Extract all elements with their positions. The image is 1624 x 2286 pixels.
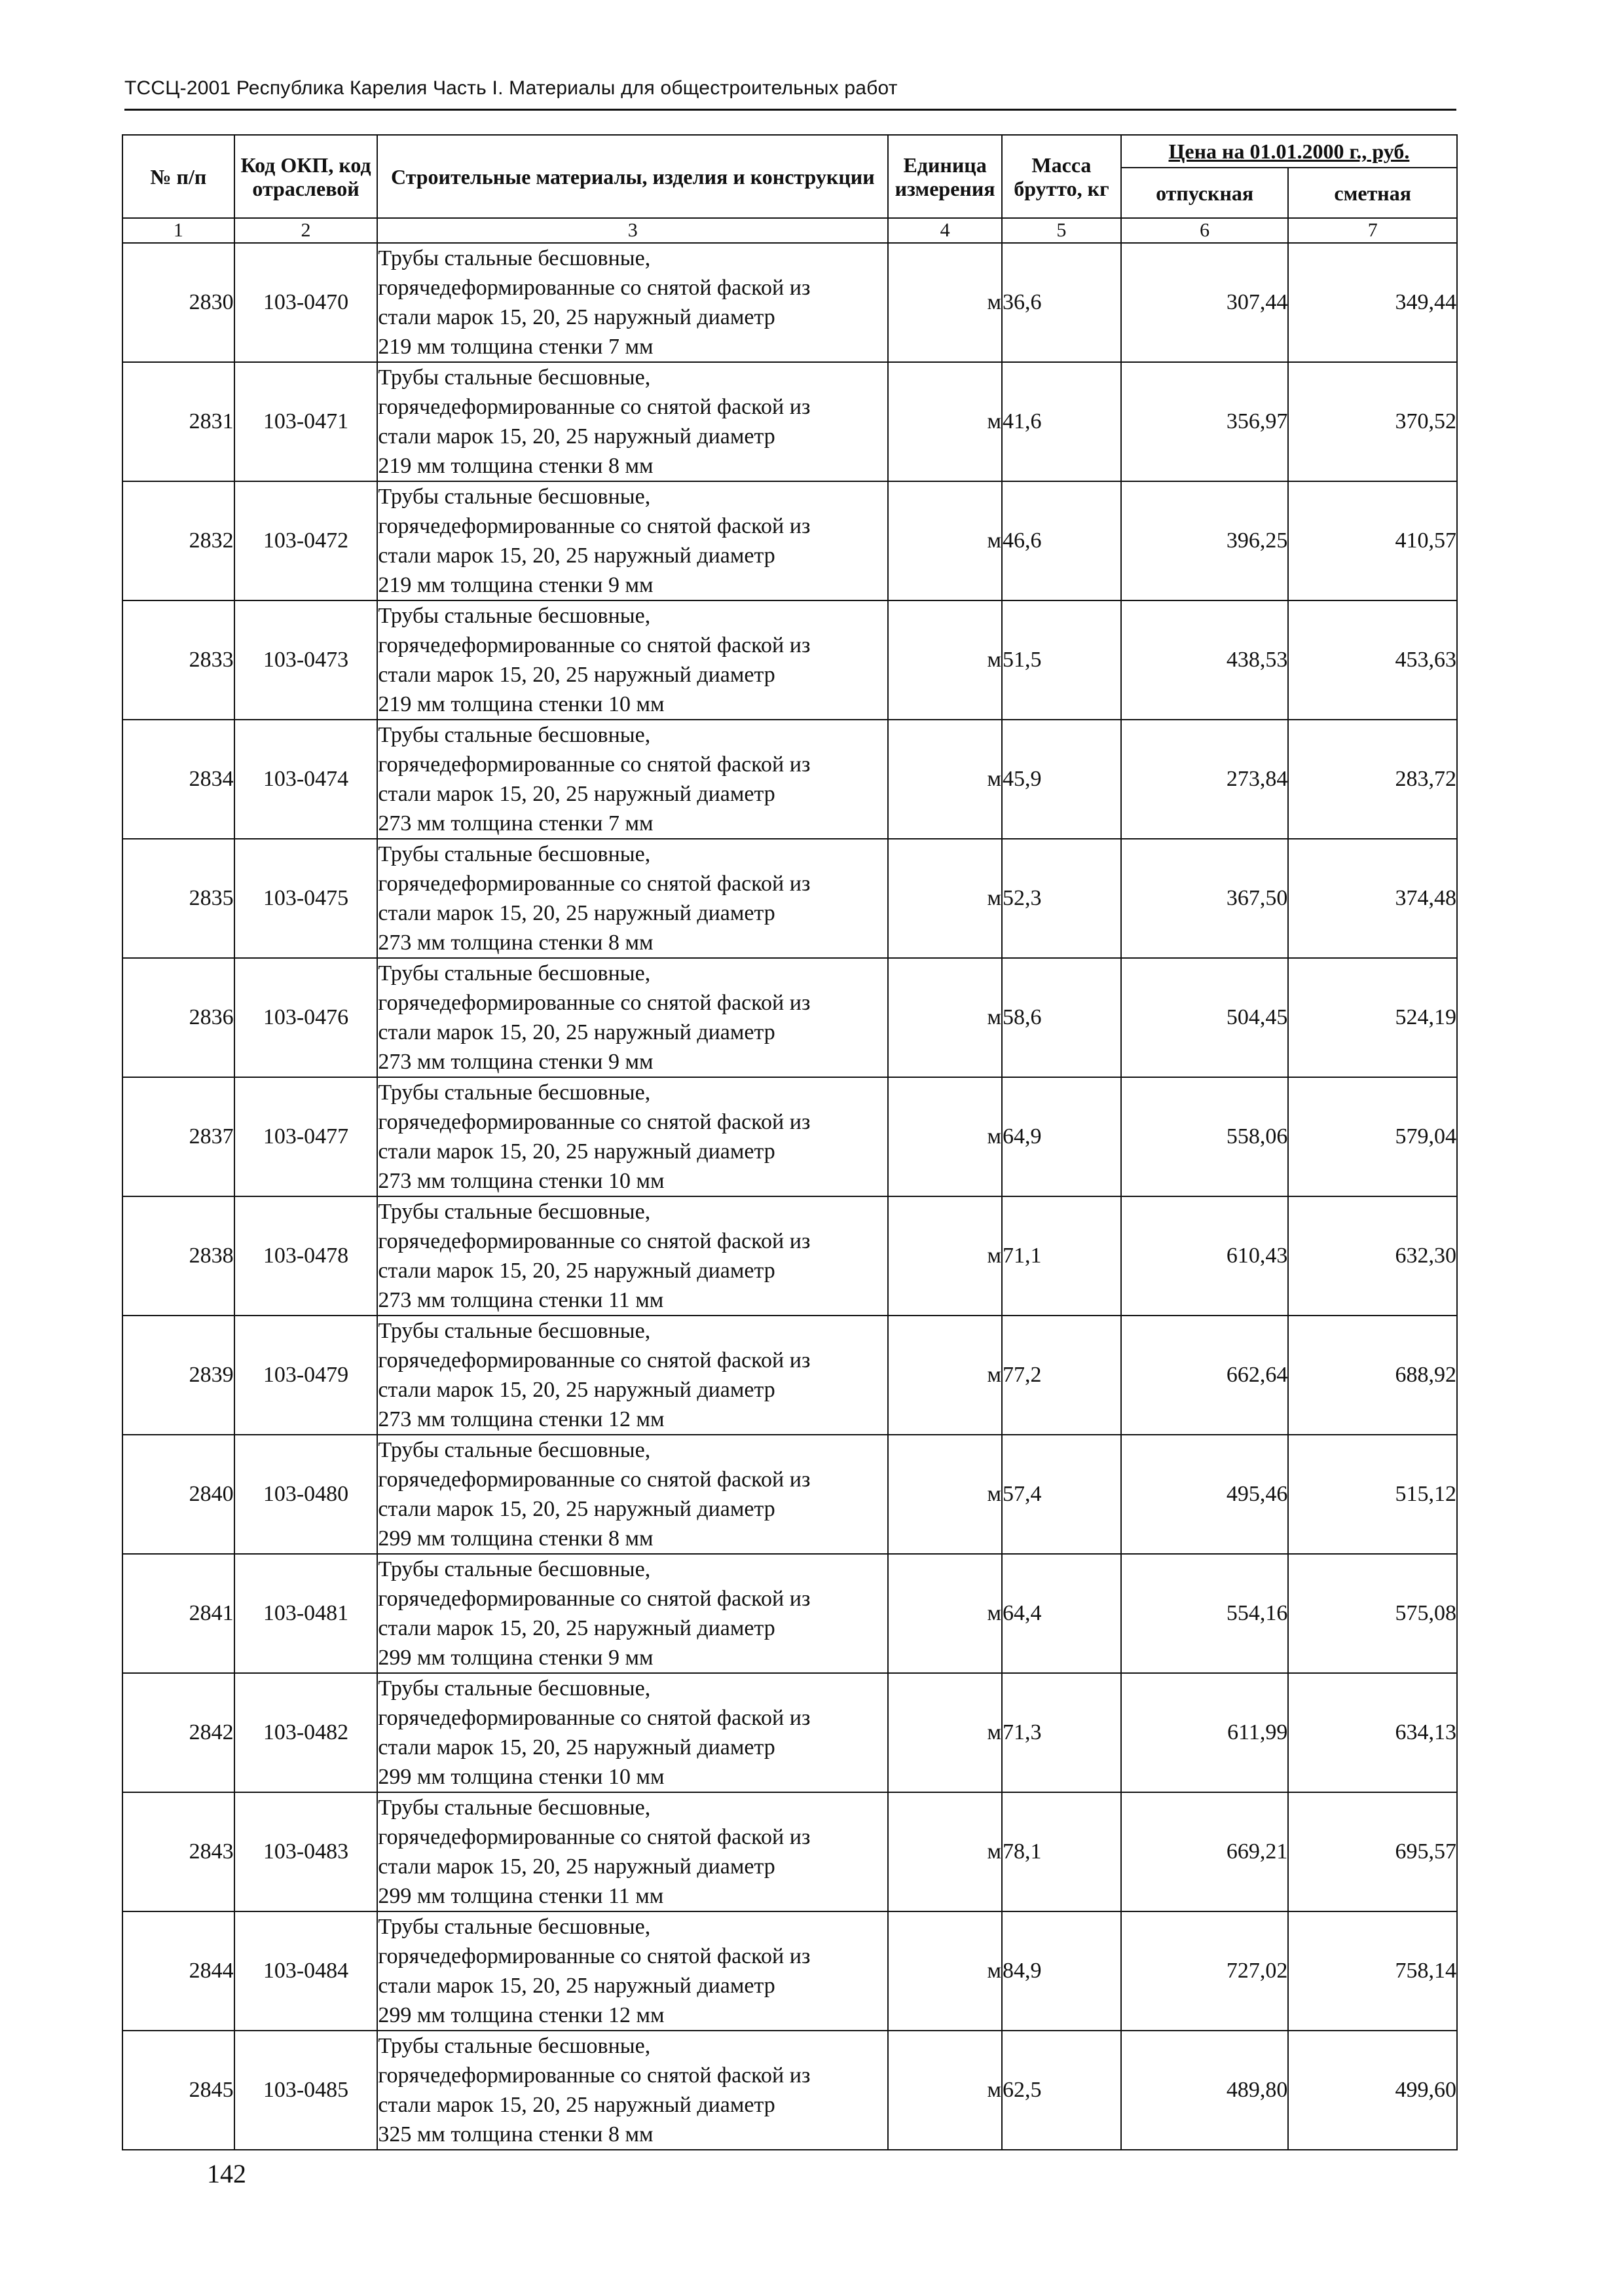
row-number: 2845 xyxy=(122,2031,234,2150)
table-row xyxy=(122,600,1457,720)
row-mass: 77,2 xyxy=(1002,1316,1121,1435)
description-line: Трубы стальные бесшовные, xyxy=(378,365,651,390)
row-price-release: 307,44 xyxy=(1121,243,1289,362)
row-price-estimate: 632,30 xyxy=(1288,1196,1457,1316)
row-number: 2844 xyxy=(122,1911,234,2031)
row-price-release: 367,50 xyxy=(1121,839,1289,958)
description-line: горячедеформированные со снятой фаской из xyxy=(378,752,811,777)
row-okp-code: 103-0471 xyxy=(234,362,378,481)
price-table xyxy=(122,134,1458,2150)
row-material-description xyxy=(377,958,888,1077)
row-price-estimate: 634,13 xyxy=(1288,1673,1457,1792)
description-line: 299 мм толщина стенки 11 мм xyxy=(378,1884,664,1908)
description-line: 273 мм толщина стенки 11 мм xyxy=(378,1288,664,1312)
description-line: горячедеформированные со снятой фаской из xyxy=(378,991,811,1015)
row-mass: 57,4 xyxy=(1002,1435,1121,1554)
row-number: 2832 xyxy=(122,481,234,600)
col-index: 3 xyxy=(377,218,888,243)
description-line: стали марок 15, 20, 25 наружный диаметр xyxy=(378,1378,775,1402)
description-line: стали марок 15, 20, 25 наружный диаметр xyxy=(378,1020,775,1044)
row-number: 2837 xyxy=(122,1077,234,1196)
row-price-release: 495,46 xyxy=(1121,1435,1289,1554)
row-unit: м xyxy=(888,1077,1002,1196)
col-index: 1 xyxy=(122,218,234,243)
row-price-estimate: 579,04 xyxy=(1288,1077,1457,1196)
table-row xyxy=(122,958,1457,1077)
row-okp-code: 103-0474 xyxy=(234,720,378,839)
description-line: Трубы стальные бесшовные, xyxy=(378,1319,651,1343)
col-index: 6 xyxy=(1121,218,1289,243)
row-price-estimate: 499,60 xyxy=(1288,2031,1457,2150)
description-line: горячедеформированные со снятой фаской из xyxy=(378,514,811,538)
description-line: Трубы стальные бесшовные, xyxy=(378,1438,651,1462)
header-divider xyxy=(124,109,1456,111)
row-mass: 71,1 xyxy=(1002,1196,1121,1316)
row-mass: 36,6 xyxy=(1002,243,1121,362)
table-row xyxy=(122,243,1457,362)
row-okp-code: 103-0479 xyxy=(234,1316,378,1435)
row-mass: 64,9 xyxy=(1002,1077,1121,1196)
row-price-release: 489,80 xyxy=(1121,2031,1289,2150)
row-material-description xyxy=(377,1792,888,1911)
row-mass: 46,6 xyxy=(1002,481,1121,600)
col-header-price-group: Цена на 01.01.2000 г., руб. xyxy=(1121,135,1457,168)
row-price-release: 273,84 xyxy=(1121,720,1289,839)
table-row xyxy=(122,1673,1457,1792)
row-material-description xyxy=(377,2031,888,2150)
description-line: горячедеформированные со снятой фаской из xyxy=(378,872,811,896)
row-material-description xyxy=(377,243,888,362)
row-mass: 64,4 xyxy=(1002,1554,1121,1673)
description-line: стали марок 15, 20, 25 наружный диаметр xyxy=(378,1974,775,1998)
row-okp-code: 103-0484 xyxy=(234,1911,378,2031)
description-line: горячедеформированные со снятой фаской из xyxy=(378,1587,811,1611)
row-price-release: 669,21 xyxy=(1121,1792,1289,1911)
row-number: 2836 xyxy=(122,958,234,1077)
description-line: Трубы стальные бесшовные, xyxy=(378,723,651,747)
row-number: 2841 xyxy=(122,1554,234,1673)
table-row xyxy=(122,362,1457,481)
description-line: стали марок 15, 20, 25 наружный диаметр xyxy=(378,424,775,449)
row-price-release: 611,99 xyxy=(1121,1673,1289,1792)
description-line: 273 мм толщина стенки 10 мм xyxy=(378,1169,665,1193)
row-unit: м xyxy=(888,1673,1002,1792)
description-line: Трубы стальные бесшовные, xyxy=(378,246,651,270)
description-line: горячедеформированные со снятой фаской из xyxy=(378,1825,811,1849)
row-unit: м xyxy=(888,1435,1002,1554)
row-okp-code: 103-0470 xyxy=(234,243,378,362)
description-line: Трубы стальные бесшовные, xyxy=(378,1796,651,1820)
table-row xyxy=(122,2031,1457,2150)
description-line: 299 мм толщина стенки 10 мм xyxy=(378,1765,665,1789)
row-price-estimate: 524,19 xyxy=(1288,958,1457,1077)
col-header-material: Строительные материалы, изделия и конструкции xyxy=(377,135,888,218)
description-line: горячедеформированные со снятой фаской из xyxy=(378,1467,811,1492)
description-line: Трубы стальные бесшовные, xyxy=(378,1676,651,1701)
col-index: 2 xyxy=(234,218,378,243)
description-line: стали марок 15, 20, 25 наружный диаметр xyxy=(378,1735,775,1760)
description-line: 273 мм толщина стенки 7 мм xyxy=(378,811,654,836)
row-mass: 58,6 xyxy=(1002,958,1121,1077)
row-unit: м xyxy=(888,1196,1002,1316)
row-price-release: 504,45 xyxy=(1121,958,1289,1077)
description-line: стали марок 15, 20, 25 наружный диаметр xyxy=(378,544,775,568)
description-line: Трубы стальные бесшовные, xyxy=(378,1915,651,1939)
description-line: стали марок 15, 20, 25 наружный диаметр xyxy=(378,901,775,925)
row-price-release: 438,53 xyxy=(1121,600,1289,720)
row-okp-code: 103-0481 xyxy=(234,1554,378,1673)
row-unit: м xyxy=(888,2031,1002,2150)
description-line: Трубы стальные бесшовные, xyxy=(378,842,651,866)
row-okp-code: 103-0480 xyxy=(234,1435,378,1554)
col-header-price-estimate: сметная xyxy=(1288,168,1457,218)
description-line: 325 мм толщина стенки 8 мм xyxy=(378,2122,654,2147)
row-unit: м xyxy=(888,839,1002,958)
description-line: горячедеформированные со снятой фаской из xyxy=(378,1706,811,1730)
row-material-description xyxy=(377,600,888,720)
description-line: Трубы стальные бесшовные, xyxy=(378,1557,651,1581)
row-price-release: 727,02 xyxy=(1121,1911,1289,2031)
page-header-title: ТССЦ-2001 Республика Карелия Часть I. Материалы для общестроительных работ xyxy=(124,77,898,99)
description-line: Трубы стальные бесшовные, xyxy=(378,1080,651,1105)
table-row xyxy=(122,1316,1457,1435)
table-row xyxy=(122,1077,1457,1196)
table-row xyxy=(122,1792,1457,1911)
row-number: 2830 xyxy=(122,243,234,362)
col-header-num: № п/п xyxy=(122,135,234,218)
table-row xyxy=(122,720,1457,839)
row-price-release: 396,25 xyxy=(1121,481,1289,600)
row-unit: м xyxy=(888,958,1002,1077)
row-material-description xyxy=(377,362,888,481)
row-okp-code: 103-0477 xyxy=(234,1077,378,1196)
row-number: 2839 xyxy=(122,1316,234,1435)
row-unit: м xyxy=(888,1792,1002,1911)
row-mass: 45,9 xyxy=(1002,720,1121,839)
description-line: 273 мм толщина стенки 8 мм xyxy=(378,931,654,955)
description-line: 219 мм толщина стенки 7 мм xyxy=(378,335,654,359)
row-price-estimate: 575,08 xyxy=(1288,1554,1457,1673)
description-line: стали марок 15, 20, 25 наружный диаметр xyxy=(378,1259,775,1283)
row-material-description xyxy=(377,481,888,600)
table-row xyxy=(122,481,1457,600)
row-number: 2842 xyxy=(122,1673,234,1792)
row-material-description xyxy=(377,1196,888,1316)
row-price-estimate: 758,14 xyxy=(1288,1911,1457,2031)
row-price-estimate: 370,52 xyxy=(1288,362,1457,481)
col-header-mass: Масса брутто, кг xyxy=(1002,135,1121,218)
row-number: 2831 xyxy=(122,362,234,481)
description-line: стали марок 15, 20, 25 наружный диаметр xyxy=(378,1854,775,1879)
row-mass: 62,5 xyxy=(1002,2031,1121,2150)
description-line: горячедеформированные со снятой фаской из xyxy=(378,1348,811,1373)
row-price-estimate: 515,12 xyxy=(1288,1435,1457,1554)
row-material-description xyxy=(377,720,888,839)
row-unit: м xyxy=(888,720,1002,839)
table-row xyxy=(122,1196,1457,1316)
description-line: стали марок 15, 20, 25 наружный диаметр xyxy=(378,1616,775,1640)
col-header-unit: Единица измерения xyxy=(888,135,1002,218)
row-material-description xyxy=(377,839,888,958)
row-unit: м xyxy=(888,1911,1002,2031)
row-price-estimate: 453,63 xyxy=(1288,600,1457,720)
row-unit: м xyxy=(888,243,1002,362)
row-mass: 41,6 xyxy=(1002,362,1121,481)
row-number: 2843 xyxy=(122,1792,234,1911)
description-line: горячедеформированные со снятой фаской из xyxy=(378,2063,811,2088)
description-line: стали марок 15, 20, 25 наружный диаметр xyxy=(378,2093,775,2117)
row-number: 2838 xyxy=(122,1196,234,1316)
row-okp-code: 103-0475 xyxy=(234,839,378,958)
row-number: 2840 xyxy=(122,1435,234,1554)
row-unit: м xyxy=(888,1316,1002,1435)
row-mass: 71,3 xyxy=(1002,1673,1121,1792)
row-number: 2835 xyxy=(122,839,234,958)
description-line: 299 мм толщина стенки 8 мм xyxy=(378,1526,654,1551)
row-price-estimate: 695,57 xyxy=(1288,1792,1457,1911)
description-line: Трубы стальные бесшовные, xyxy=(378,961,651,986)
row-okp-code: 103-0478 xyxy=(234,1196,378,1316)
col-header-code: Код ОКП, код отраслевой xyxy=(234,135,378,218)
row-material-description xyxy=(377,1077,888,1196)
row-price-estimate: 688,92 xyxy=(1288,1316,1457,1435)
row-okp-code: 103-0472 xyxy=(234,481,378,600)
row-material-description xyxy=(377,1673,888,1792)
row-mass: 84,9 xyxy=(1002,1911,1121,2031)
row-material-description xyxy=(377,1554,888,1673)
row-unit: м xyxy=(888,362,1002,481)
description-line: стали марок 15, 20, 25 наружный диаметр xyxy=(378,782,775,806)
col-header-price-release: отпускная xyxy=(1121,168,1289,218)
row-okp-code: 103-0473 xyxy=(234,600,378,720)
row-number: 2834 xyxy=(122,720,234,839)
row-mass: 78,1 xyxy=(1002,1792,1121,1911)
description-line: стали марок 15, 20, 25 наружный диаметр xyxy=(378,1497,775,1521)
description-line: Трубы стальные бесшовные, xyxy=(378,485,651,509)
col-index: 7 xyxy=(1288,218,1457,243)
row-price-estimate: 374,48 xyxy=(1288,839,1457,958)
row-unit: м xyxy=(888,1554,1002,1673)
table-body xyxy=(122,243,1457,2150)
row-okp-code: 103-0482 xyxy=(234,1673,378,1792)
row-okp-code: 103-0485 xyxy=(234,2031,378,2150)
description-line: стали марок 15, 20, 25 наружный диаметр xyxy=(378,1139,775,1164)
description-line: горячедеформированные со снятой фаской из xyxy=(378,1110,811,1134)
description-line: 273 мм толщина стенки 12 мм xyxy=(378,1407,665,1431)
row-price-release: 558,06 xyxy=(1121,1077,1289,1196)
description-line: 273 мм толщина стенки 9 мм xyxy=(378,1050,654,1074)
row-price-release: 662,64 xyxy=(1121,1316,1289,1435)
description-line: 219 мм толщина стенки 10 мм xyxy=(378,692,665,716)
row-number: 2833 xyxy=(122,600,234,720)
page-number: 142 xyxy=(207,2159,246,2188)
row-okp-code: 103-0483 xyxy=(234,1792,378,1911)
description-line: горячедеформированные со снятой фаской из xyxy=(378,395,811,419)
description-line: 299 мм толщина стенки 12 мм xyxy=(378,2003,665,2027)
row-mass: 51,5 xyxy=(1002,600,1121,720)
row-okp-code: 103-0476 xyxy=(234,958,378,1077)
table-row xyxy=(122,1911,1457,2031)
row-price-estimate: 410,57 xyxy=(1288,481,1457,600)
row-material-description xyxy=(377,1435,888,1554)
row-unit: м xyxy=(888,481,1002,600)
description-line: стали марок 15, 20, 25 наружный диаметр xyxy=(378,663,775,687)
row-price-release: 356,97 xyxy=(1121,362,1289,481)
table-row xyxy=(122,1554,1457,1673)
row-mass: 52,3 xyxy=(1002,839,1121,958)
table-row xyxy=(122,839,1457,958)
col-index: 5 xyxy=(1002,218,1121,243)
description-line: горячедеформированные со снятой фаской из xyxy=(378,633,811,657)
description-line: горячедеформированные со снятой фаской из xyxy=(378,276,811,300)
description-line: Трубы стальные бесшовные, xyxy=(378,1200,651,1224)
description-line: Трубы стальные бесшовные, xyxy=(378,2034,651,2058)
row-price-estimate: 283,72 xyxy=(1288,720,1457,839)
description-line: горячедеформированные со снятой фаской из xyxy=(378,1229,811,1253)
row-unit: м xyxy=(888,600,1002,720)
row-material-description xyxy=(377,1911,888,2031)
description-line: 299 мм толщина стенки 9 мм xyxy=(378,1646,654,1670)
table-row xyxy=(122,1435,1457,1554)
row-material-description xyxy=(377,1316,888,1435)
description-line: стали марок 15, 20, 25 наружный диаметр xyxy=(378,305,775,329)
row-price-release: 554,16 xyxy=(1121,1554,1289,1673)
description-line: 219 мм толщина стенки 9 мм xyxy=(378,573,654,597)
row-price-estimate: 349,44 xyxy=(1288,243,1457,362)
description-line: 219 мм толщина стенки 8 мм xyxy=(378,454,654,478)
col-index: 4 xyxy=(888,218,1002,243)
description-line: Трубы стальные бесшовные, xyxy=(378,604,651,628)
row-price-release: 610,43 xyxy=(1121,1196,1289,1316)
description-line: горячедеформированные со снятой фаской из xyxy=(378,1944,811,1968)
